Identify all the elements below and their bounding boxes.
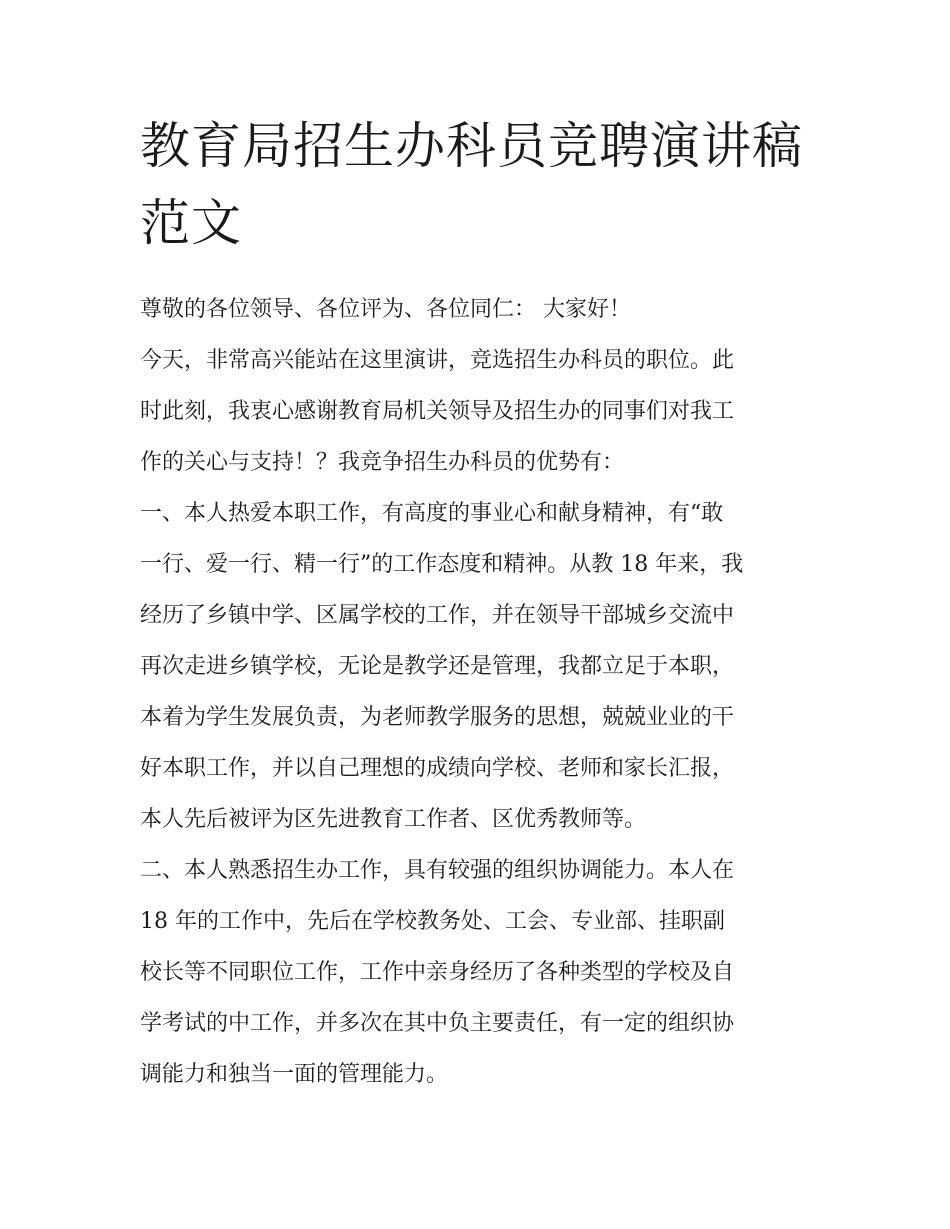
document-page [140,108,820,1100]
paragraph-point-two: 二、本人熟悉招生办工作，具有较强的组织协调能力。本人在 18 年的工作中，先后在学校教务处、工会、专业部、挂职副 校长等不同职位工作，工作中亲身经历了各种类型的学校及自 学考试的中工作，并多次在其中负主要责任，有一定的组织协 调能力和独当一面的管理能力。 [140,858,735,1087]
paragraph-intro: 今天，非常高兴能站在这里演讲，竞选招生办科员的职位。此 时此刻，我衷心感谢教育局机关领导及招生办的同事们对我工 作的关心与支持！？我竞争招生办科员的优势有： [140,348,735,475]
paragraph-point-one: 一、本人热爱本职工作，有高度的事业心和献身精神，有“敢 一行、爱一行、精一行”的工作态度和精神。从教 18 年来，我 经历了乡镇中学、区属学校的工作，并在领导干部城乡交流中 再次走进乡镇学校，无论是教学还是管理，我都立足于本职， 本着为学生发展负责，为老师教学服务的思想，兢兢业业的干 好本职工作，并以自己理想的成绩向学校、老师和家长汇报， 本人先后被评为区先进教育工作者、区优秀教师等。 [140,501,744,832]
document-title: 教育局招生办科员竞聘演讲稿 范文 [140,117,803,252]
paragraph-greeting: 尊敬的各位领导、各位评为、各位同仁： 大家好！ [140,297,631,322]
